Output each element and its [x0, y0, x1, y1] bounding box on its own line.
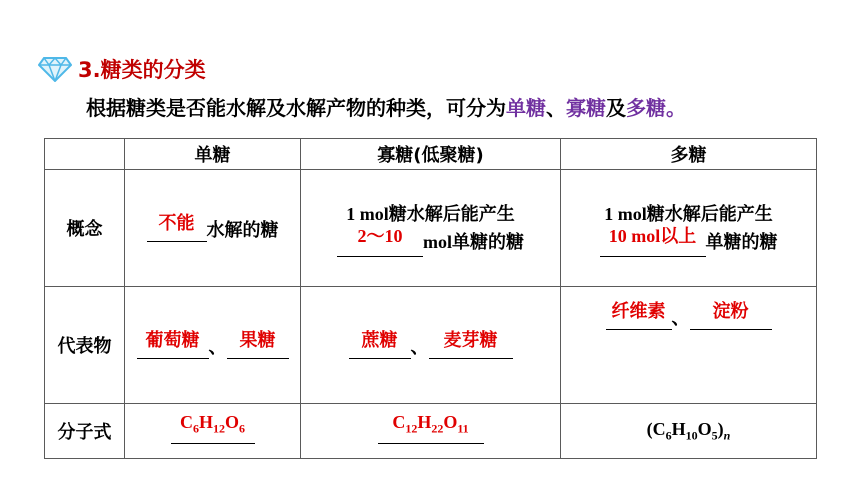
intro-sentence: [86, 92, 686, 121]
row-label-concept: 概念: [45, 170, 125, 287]
answer-blank: [137, 329, 209, 359]
concept-line: 1 mol糖水解后能产生: [346, 203, 515, 224]
answer-text: 葡萄糖: [145, 329, 200, 351]
intro-sep: 、: [546, 96, 566, 120]
keyword-poly: 多糖: [626, 96, 666, 120]
header-cell-empty: [45, 139, 125, 170]
answer-blank: [337, 225, 423, 257]
row-label-formula: 分子式: [45, 404, 125, 459]
answer-blank: [349, 329, 411, 359]
answer-text: 纤维素: [611, 301, 666, 322]
answer-blank: [147, 212, 207, 242]
intro-prefix: 根据糖类是否能水解及水解产物的种类，可分为: [86, 96, 506, 120]
intro-and: 及: [606, 96, 626, 120]
answer-blank: [600, 225, 706, 257]
formula-oligo: $C_{12}H_{22}O_{11}$: [392, 412, 469, 436]
header-cell-poly: 多糖: [561, 139, 817, 170]
separator: 、: [208, 336, 227, 358]
concept-text: mol单糖的糖: [423, 231, 524, 252]
answer-text: 蔗糖: [361, 329, 398, 351]
diamond-icon: [38, 56, 72, 82]
concept-oligo-cell: [301, 170, 561, 287]
table-row-concept: [45, 170, 817, 287]
examples-mono-cell: [125, 287, 301, 404]
formula-mono-cell: [125, 404, 301, 459]
section-title: 3.糖类的分类: [78, 58, 206, 82]
examples-oligo-cell: [301, 287, 561, 404]
answer-text: 不能: [158, 212, 195, 234]
concept-line: 1 mol糖水解后能产生: [604, 203, 773, 224]
keyword-oligo: 寡糖: [566, 96, 606, 120]
formula-mono: $C_6H_{12}O_6$: [179, 412, 246, 436]
answer-blank: [606, 303, 672, 330]
concept-poly-cell: [561, 170, 817, 287]
answer-blank: [171, 412, 255, 444]
formula-oligo-cell: [301, 404, 561, 459]
header-cell-mono: 单糖: [125, 139, 301, 170]
answer-text: 果糖: [239, 329, 276, 351]
section-heading: [38, 52, 206, 86]
intro-end: 。: [666, 96, 686, 120]
answer-text: 2～10: [357, 225, 403, 246]
header-cell-oligo: 寡糖(低聚糖): [301, 139, 561, 170]
row-label-examples: 代表物: [45, 287, 125, 404]
answer-blank: [378, 412, 484, 444]
answer-blank: [690, 303, 772, 330]
formula-poly: $(C_6H_{10}O_5)_n$: [646, 418, 731, 443]
sugar-classification-table: [44, 138, 817, 459]
answer-text: 10 mol以上: [608, 225, 697, 246]
table-row-formula: [45, 404, 817, 459]
table-row-examples: [45, 287, 817, 404]
separator: 、: [410, 336, 429, 358]
concept-text: 单糖的糖: [705, 231, 778, 253]
formula-poly-cell: [561, 404, 817, 459]
concept-mono-cell: [125, 170, 301, 287]
examples-poly-cell: [561, 287, 817, 404]
concept-text: 水解的糖: [206, 219, 279, 241]
answer-blank: [429, 329, 513, 359]
table-header-row: [45, 139, 817, 170]
keyword-mono: 单糖: [506, 96, 546, 120]
answer-blank: [227, 329, 289, 359]
separator: 、: [671, 308, 690, 329]
answer-text: 麦芽糖: [443, 329, 498, 351]
answer-text: 淀粉: [712, 301, 749, 322]
